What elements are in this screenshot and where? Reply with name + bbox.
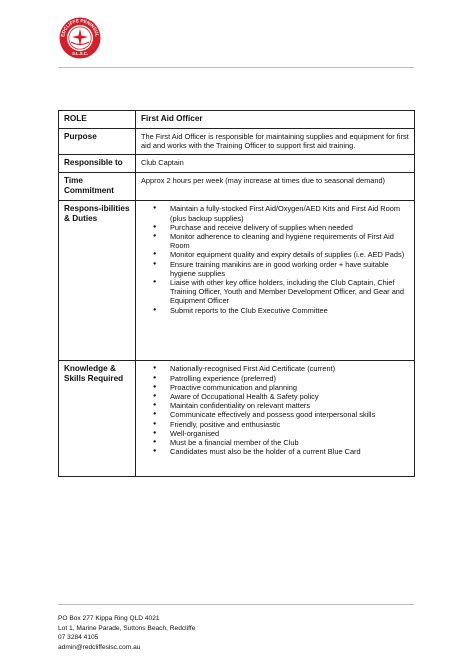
footer-email[interactable]: admin@redcliffeslsc.com.au: [58, 643, 141, 651]
role-label: ROLE: [59, 111, 136, 129]
role-title: First Aid Officer: [136, 111, 415, 129]
footer-phone: 07 3284 4105: [58, 634, 99, 642]
duties-list: [141, 204, 409, 314]
list-item: ● Candidates must also be the holder of a current Blue Card: [141, 447, 409, 456]
role-table: [58, 110, 415, 477]
svg-text:S.L.S.C.: S.L.S.C.: [72, 51, 88, 57]
purpose-text: The First Aid Officer is responsible for maintaining supplies and equipment for first aid and works with the Training Officer to support first aid training.: [136, 129, 415, 155]
club-logo: [58, 16, 102, 60]
list-item: ● Well-organised: [141, 429, 409, 438]
svg-text:REDCLIFFE PENINSULA: EDCLIFFE PENINSUL: [60, 18, 100, 38]
skills-cell: [136, 361, 415, 477]
purpose-row: [59, 129, 415, 155]
list-item: ● Communicate effectively and possess good interpersonal skills: [141, 410, 409, 419]
purpose-label: Purpose: [59, 129, 136, 155]
list-item: ● Nationally-recognised First Aid Certificate (current): [141, 364, 409, 373]
list-item: ● Patrolling experience (preferred): [141, 374, 409, 383]
responsible-row: [59, 155, 415, 173]
footer: [58, 614, 195, 652]
list-item: ● Maintain confidentiality on relevant matters: [141, 401, 409, 410]
duties-label: Respons-ibilities & Duties: [59, 201, 136, 361]
skills-label: Knowledge & Skills Required: [59, 361, 136, 477]
responsible-value: Club Captain: [136, 155, 415, 173]
responsible-label: Responsible to: [59, 155, 136, 173]
skills-list: [141, 364, 409, 456]
duties-cell: [136, 201, 415, 361]
header-divider: [58, 67, 414, 68]
role-row: [59, 111, 415, 129]
duties-row: [59, 201, 415, 361]
list-item: ● Monitor adherence to cleaning and hygiene requirements of First Aid Room: [141, 232, 409, 250]
list-item: ● Aware of Occupational Health & Safety policy: [141, 392, 409, 401]
footer-address-street: Lot 1, Marine Parade, Suttons Beach, Redcliffe: [58, 624, 196, 632]
list-item: ● Purchase and receive delivery of supplies when needed: [141, 223, 409, 232]
time-value: Approx 2 hours per week (may increase at times due to seasonal demand): [136, 173, 415, 201]
footer-divider: [58, 604, 414, 605]
footer-address-po: PO Box 277 Kippa Ring QLD 4021: [58, 615, 160, 622]
list-item: ● Liaise with other key office holders, including the Club Captain, Chief Training Officer, Youth and Member Development Officer, and Gear and Equipment Officer: [141, 278, 409, 306]
list-item: ● Friendly, positive and enthusiastic: [141, 420, 409, 429]
time-label: Time Commitment: [59, 173, 136, 201]
skills-row: [59, 361, 415, 477]
list-item: ● Monitor equipment quality and expiry details of supplies (i.e. AED Pads): [141, 250, 409, 259]
list-item: ● Must be a financial member of the Club: [141, 438, 409, 447]
list-item: ● Proactive communication and planning: [141, 383, 409, 392]
time-row: [59, 173, 415, 201]
list-item: ● Maintain a fully-stocked First Aid/Oxygen/AED Kits and First Aid Room (plus backup supplies): [141, 204, 409, 222]
list-item: ● Ensure training manikins are in good working order + have suitable hygiene supplies: [141, 260, 409, 278]
list-item: ● Submit reports to the Club Executive Committee: [141, 306, 409, 315]
